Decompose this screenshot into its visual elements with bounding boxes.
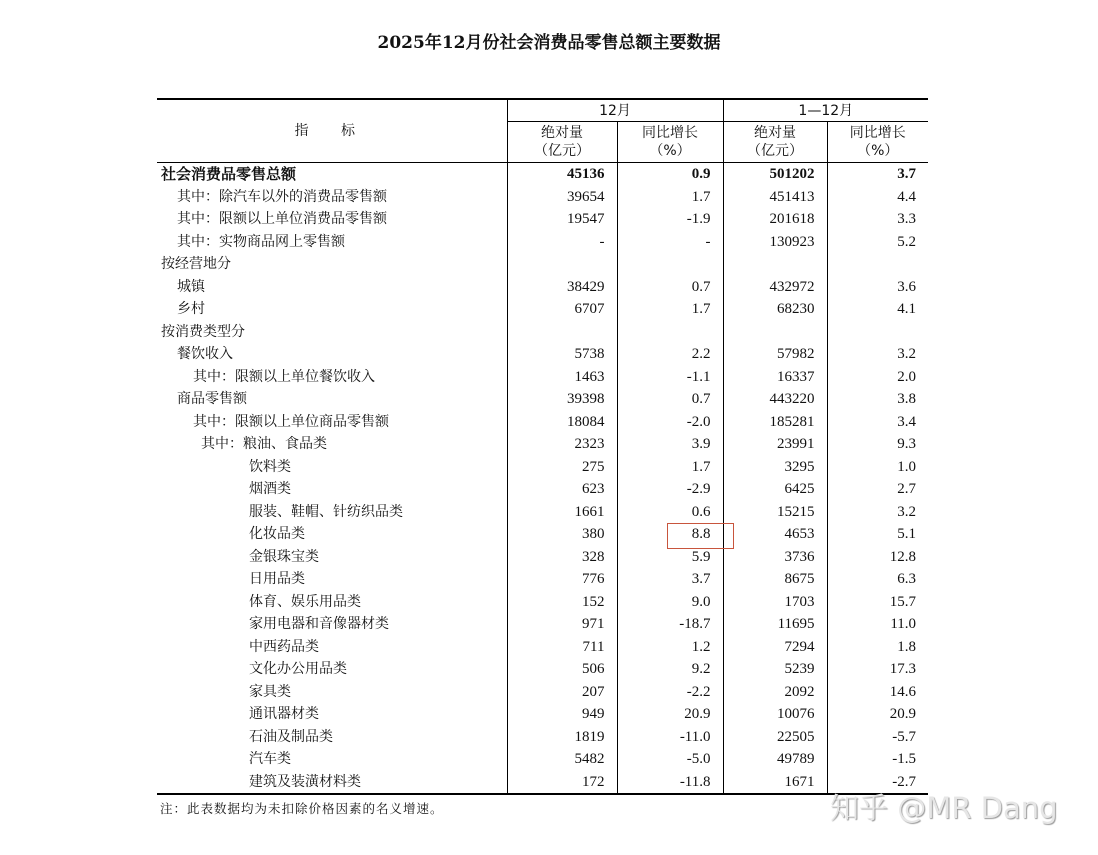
table-row [157, 163, 928, 186]
dec-yoy-cell: -2.2 [617, 681, 723, 704]
dec-absolute-cell: 623 [507, 478, 617, 501]
dec-absolute-cell: 971 [507, 613, 617, 636]
ytd-absolute-cell: 68230 [723, 298, 827, 321]
dec-yoy-cell: -11.8 [617, 771, 723, 795]
ytd-yoy-cell: 14.6 [889, 683, 917, 700]
table-row [157, 456, 928, 479]
row-label: 饮料类 [157, 456, 507, 479]
ytd-absolute-cell: 5239 [723, 658, 827, 681]
ytd-yoy-cell: -1.5 [892, 751, 917, 767]
ytd-yoy-cell: 11.0 [890, 616, 917, 632]
ytd-absolute-cell: 8675 [723, 568, 827, 591]
dec-yoy-cell: 0.9 [617, 163, 723, 186]
table-row [157, 726, 928, 749]
retail-sales-table [157, 98, 928, 795]
ytd-yoy-cell: 2.0 [897, 368, 917, 385]
ytd-yoy-cell: -5.7 [892, 728, 917, 745]
table-row [157, 748, 928, 771]
ytd-absolute-cell: 22505 [723, 726, 827, 749]
dec-absolute-cell: 380 [507, 523, 617, 546]
subheader-dec-yoy: 同比增长 （%） [617, 122, 723, 163]
table-row [157, 321, 928, 344]
table-row [157, 658, 928, 681]
ytd-absolute-cell: 1703 [723, 591, 827, 614]
table-row [157, 343, 928, 366]
ytd-absolute-cell: 501202 [723, 163, 827, 186]
dec-yoy-cell: - [617, 231, 723, 254]
dec-absolute-cell: 38429 [507, 276, 617, 299]
dec-absolute-cell: 275 [507, 456, 617, 479]
ytd-yoy-cell: 6.3 [897, 571, 917, 587]
row-label: 建筑及装潢材料类 [157, 771, 507, 795]
ytd-absolute-cell: 3736 [723, 546, 827, 569]
ytd-absolute-cell: 130923 [723, 231, 827, 254]
dec-absolute-cell: 5738 [507, 343, 617, 366]
table-row [157, 771, 928, 795]
table-row [157, 388, 928, 411]
table-body [157, 163, 928, 795]
table-row [157, 703, 928, 726]
ytd-absolute-cell: 3295 [723, 456, 827, 479]
dec-absolute-cell: 5482 [507, 748, 617, 771]
ytd-yoy-cell: 1.8 [897, 638, 917, 655]
highlight-box [667, 523, 734, 549]
dec-yoy-cell: -18.7 [617, 613, 723, 636]
row-label: 社会消费品零售总额 [157, 163, 507, 186]
ytd-absolute-cell [723, 253, 827, 276]
dec-yoy-cell: 1.7 [617, 456, 723, 479]
ytd-yoy-cell: 3.2 [897, 503, 917, 520]
ytd-absolute-cell: 16337 [723, 366, 827, 389]
dec-absolute-cell: 1819 [507, 726, 617, 749]
ytd-absolute-cell: 4653 [723, 523, 827, 546]
dec-absolute-cell: 207 [507, 681, 617, 704]
dec-absolute-cell: 711 [507, 636, 617, 659]
dec-yoy-cell: 3.9 [617, 433, 723, 456]
table-row [157, 253, 928, 276]
ytd-yoy-cell: 1.0 [897, 458, 917, 475]
row-label: 石油及制品类 [157, 726, 507, 749]
row-label: 体育、娱乐用品类 [157, 591, 507, 614]
ytd-absolute-cell: 11695 [723, 613, 827, 636]
dec-yoy-cell [617, 253, 723, 276]
row-label: 其中：限额以上单位商品零售额 [157, 411, 507, 434]
table-row [157, 276, 928, 299]
ytd-yoy-cell: -2.7 [827, 771, 928, 795]
ytd-yoy-cell [827, 253, 928, 276]
row-label: 家具类 [157, 681, 507, 704]
dec-yoy-cell: 9.0 [617, 591, 723, 614]
indicator-header: 指 标 [157, 99, 507, 163]
ytd-yoy-cell: 15.7 [889, 593, 917, 610]
dec-absolute-cell: 172 [507, 771, 617, 795]
dec-absolute-cell: 19547 [507, 208, 617, 231]
ytd-absolute-cell: 10076 [723, 703, 827, 726]
page-title: 2025年12月份社会消费品零售总额主要数据 [377, 33, 721, 53]
dec-absolute-cell: 6707 [507, 298, 617, 321]
ytd-yoy-cell: 12.8 [889, 548, 917, 565]
watermark: 知乎 @MR Dang [830, 791, 1058, 825]
row-label: 文化办公用品类 [157, 658, 507, 681]
dec-absolute-cell: 2323 [507, 433, 617, 456]
ytd-absolute-cell: 7294 [723, 636, 827, 659]
row-label: 其中：粮油、食品类 [157, 433, 507, 456]
row-label: 按经营地分 [157, 253, 507, 276]
table-row [157, 478, 928, 501]
table-row [157, 208, 928, 231]
row-label: 其中：限额以上单位消费品零售额 [157, 208, 507, 231]
ytd-yoy-cell [827, 321, 928, 344]
row-label: 乡村 [157, 298, 507, 321]
dec-absolute-cell [507, 321, 617, 344]
table-row [157, 231, 928, 254]
row-label: 日用品类 [157, 568, 507, 591]
ytd-absolute-cell: 451413 [723, 186, 827, 209]
row-label: 按消费类型分 [157, 321, 507, 344]
row-label: 通讯器材类 [157, 703, 507, 726]
row-label: 汽车类 [157, 748, 507, 771]
table-row [157, 546, 928, 569]
ytd-yoy-cell: 5.2 [897, 233, 917, 250]
ytd-yoy-cell: 20.9 [889, 706, 917, 722]
row-label: 服装、鞋帽、针纺织品类 [157, 501, 507, 524]
table-row [157, 501, 928, 524]
row-label: 商品零售额 [157, 388, 507, 411]
ytd-yoy-cell: 3.2 [897, 346, 917, 362]
dec-absolute-cell: 776 [507, 568, 617, 591]
dec-yoy-cell: 8.8 [617, 523, 723, 546]
dec-yoy-cell: 0.7 [617, 276, 723, 299]
dec-yoy-cell: 1.2 [617, 636, 723, 659]
table-row [157, 568, 928, 591]
subheader-dec-absolute: 绝对量 （亿元） [507, 122, 617, 163]
subheader-ytd-absolute: 绝对量 （亿元） [723, 122, 827, 163]
table-row [157, 523, 928, 546]
dec-absolute-cell: 18084 [507, 411, 617, 434]
dec-absolute-cell: - [507, 231, 617, 254]
dec-yoy-cell [617, 321, 723, 344]
ytd-yoy-cell: 3.8 [897, 391, 917, 407]
dec-absolute-cell: 1661 [507, 501, 617, 524]
footnote: 注：此表数据均为未扣除价格因素的名义增速。 [160, 801, 444, 816]
ytd-yoy-cell: 3.4 [897, 413, 917, 430]
ytd-absolute-cell: 15215 [723, 501, 827, 524]
row-label: 其中：限额以上单位餐饮收入 [157, 366, 507, 389]
table-row [157, 366, 928, 389]
ytd-yoy-cell: 4.1 [897, 301, 917, 317]
row-label: 家用电器和音像器材类 [157, 613, 507, 636]
table-row [157, 613, 928, 636]
row-label: 化妆品类 [157, 523, 507, 546]
ytd-absolute-cell: 2092 [723, 681, 827, 704]
subheader-ytd-yoy: 同比增长 （%） [827, 122, 928, 163]
table-row [157, 433, 928, 456]
dec-absolute-cell: 949 [507, 703, 617, 726]
row-label: 烟酒类 [157, 478, 507, 501]
ytd-absolute-cell: 23991 [723, 433, 827, 456]
row-label: 其中：除汽车以外的消费品零售额 [157, 186, 507, 209]
dec-yoy-cell: 5.9 [617, 546, 723, 569]
group-header-december: 12月 [507, 99, 723, 122]
ytd-absolute-cell: 49789 [723, 748, 827, 771]
ytd-absolute-cell: 185281 [723, 411, 827, 434]
dec-yoy-cell: 1.7 [617, 298, 723, 321]
row-label: 城镇 [157, 276, 507, 299]
dec-yoy-cell: 3.7 [617, 568, 723, 591]
table-row [157, 636, 928, 659]
ytd-yoy-cell: 9.3 [897, 436, 917, 452]
row-label: 中西药品类 [157, 636, 507, 659]
ytd-absolute-cell: 432972 [723, 276, 827, 299]
dec-absolute-cell: 39398 [507, 388, 617, 411]
dec-yoy-cell: -11.0 [617, 726, 723, 749]
group-header-jan-dec: 1—12月 [723, 99, 928, 122]
dec-yoy-cell: -2.9 [617, 478, 723, 501]
row-label: 金银珠宝类 [157, 546, 507, 569]
dec-absolute-cell [507, 253, 617, 276]
dec-absolute-cell: 39654 [507, 186, 617, 209]
ytd-yoy-cell: 3.7 [897, 166, 917, 182]
dec-absolute-cell: 152 [507, 591, 617, 614]
ytd-absolute-cell: 1671 [723, 771, 827, 795]
row-label: 餐饮收入 [157, 343, 507, 366]
ytd-yoy-cell: 2.7 [897, 481, 917, 497]
dec-yoy-cell: -5.0 [617, 748, 723, 771]
table-row [157, 591, 928, 614]
dec-yoy-cell: 2.2 [617, 343, 723, 366]
dec-yoy-cell: 0.6 [617, 501, 723, 524]
table-row [157, 681, 928, 704]
dec-yoy-cell: -1.9 [617, 208, 723, 231]
ytd-absolute-cell: 6425 [723, 478, 827, 501]
dec-absolute-cell: 45136 [507, 163, 617, 186]
ytd-absolute-cell: 443220 [723, 388, 827, 411]
dec-yoy-cell: 20.9 [617, 703, 723, 726]
ytd-absolute-cell: 201618 [723, 208, 827, 231]
ytd-yoy-cell: 3.3 [897, 211, 917, 227]
ytd-yoy-cell: 4.4 [897, 188, 917, 205]
row-label: 其中：实物商品网上零售额 [157, 231, 507, 254]
ytd-absolute-cell [723, 321, 827, 344]
dec-absolute-cell: 506 [507, 658, 617, 681]
dec-absolute-cell: 328 [507, 546, 617, 569]
table-row [157, 186, 928, 209]
dec-yoy-cell: 9.2 [617, 658, 723, 681]
ytd-yoy-cell: 3.6 [897, 278, 917, 295]
table-row [157, 298, 928, 321]
dec-absolute-cell: 1463 [507, 366, 617, 389]
dec-yoy-cell: 1.7 [617, 186, 723, 209]
dec-yoy-cell: -2.0 [617, 411, 723, 434]
ytd-absolute-cell: 57982 [723, 343, 827, 366]
ytd-yoy-cell: 17.3 [889, 661, 917, 677]
dec-yoy-cell: 0.7 [617, 388, 723, 411]
table-row [157, 411, 928, 434]
dec-yoy-cell: -1.1 [617, 366, 723, 389]
ytd-yoy-cell: 5.1 [897, 526, 917, 542]
